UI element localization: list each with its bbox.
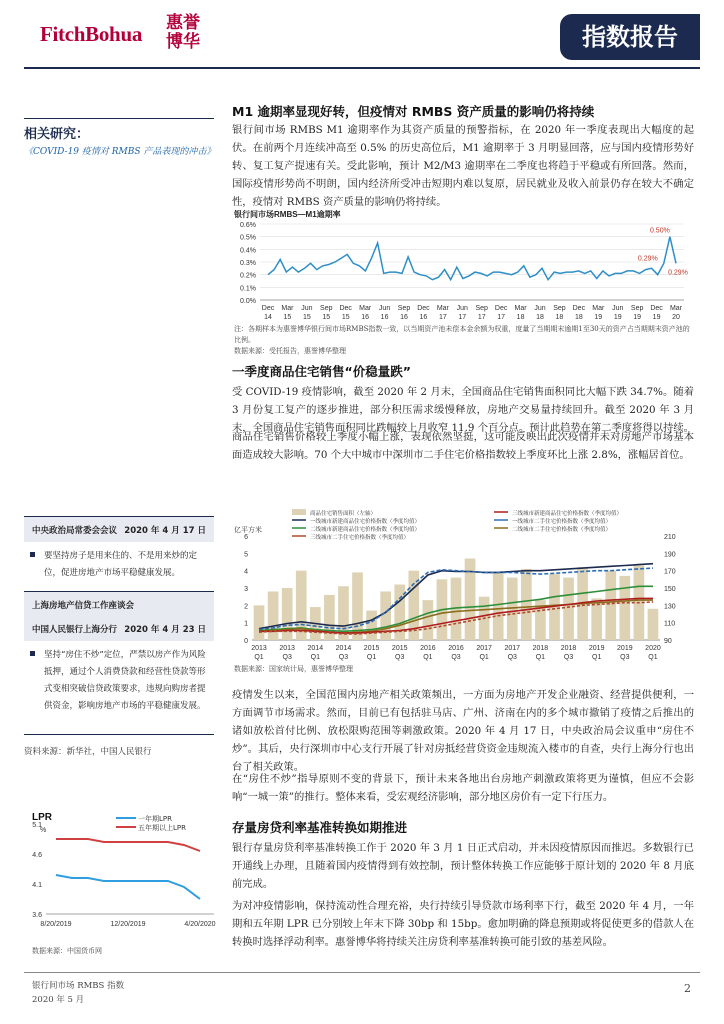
meeting-body <box>24 641 214 721</box>
y-left-axis-label: 亿平方米 <box>234 527 262 534</box>
y-tick-label: 0.6% <box>240 222 256 229</box>
section1-paragraph: 银行间市场 RMBS M1 逾期率作为其资产质量的预警指标，在 2020 年一季度表现出大幅度的起伏。在前两个月连续冲高至 0.5% 的历史高位后，M1 逾期率于 3 月明显回落，应与国内疫情形势好转、复工复产提速有关。受此影响，预计 M2/M3 逾期率在二季度也将趋于平稳或有所回落。然而，国际疫情形势尚不明朗，国内经济所受冲击短期内难以复原，居民就业及收入前景仍存在较大不确定性，疫情对 RMBS 资产质量的影响仍将持续。 <box>232 124 694 208</box>
x-tick-label: 2018 <box>532 645 549 652</box>
m1-series-line <box>268 237 676 280</box>
meeting-body <box>24 542 214 588</box>
y-tick-label: 4.1 <box>32 882 42 889</box>
x-tick-label: 17 <box>497 314 506 321</box>
y-right-tick-label: 90 <box>664 638 672 645</box>
brand-cn-line2: 博华 <box>166 32 200 52</box>
y-left-tick-label: 6 <box>244 534 248 541</box>
y-left-tick-label: 2 <box>244 603 248 611</box>
section2-paragraph-2: 商品住宅销售价格较上季度小幅上涨，表现依然坚挺，这可能反映出此次疫情并未对房地产市场基本面造成较大影响。70 个大中城市中深圳市二手住宅价格指数较上季度环比上涨 2.8%，涨幅居首位。 <box>232 431 694 461</box>
x-tick-label: Q1 <box>310 654 320 661</box>
x-tick-label: 2014 <box>335 645 352 652</box>
data-label: 0.50% <box>649 227 670 235</box>
x-tick-label: Q3 <box>451 654 461 661</box>
y-left-tick-label: 5 <box>244 551 248 559</box>
x-tick-label: 19 <box>594 314 603 321</box>
section3-paragraph-1: 银行存量房贷利率基准转换工作于 2020 年 3 月 1 日正式启动，并未因疫情原因而推迟。多数银行已开通线上办理，且随着国内疫情得到有效控制，预计整体转换工作应能够于原计划的 2020 年 8 月底前完成。 <box>232 842 694 890</box>
housing-chart-source: 数据来源：国家统计局，惠誉博华整理 <box>234 665 353 673</box>
sidebar-divider <box>24 118 214 119</box>
x-tick-label: Jun <box>612 305 624 312</box>
section1-title: M1 逾期率显现好转，但疫情对 RMBS 资产质量的影响仍将持续 <box>232 104 595 119</box>
x-tick-label: 20 <box>672 314 680 321</box>
y-tick-label: 3.6 <box>32 912 42 919</box>
x-tick-label: 2013 <box>251 645 267 652</box>
x-tick-label: Sep <box>630 305 644 312</box>
x-tick-label: 2019 <box>617 645 633 652</box>
bar <box>268 591 279 640</box>
x-tick-label: 2015 <box>363 645 380 652</box>
bullet-icon <box>30 552 35 557</box>
lpr-chart-title: LPR <box>32 812 52 823</box>
x-tick-label: Sep <box>320 305 333 312</box>
x-tick-label: 19 <box>633 314 642 321</box>
x-tick-label: Q3 <box>563 654 574 661</box>
bar <box>521 569 532 640</box>
bar <box>493 572 504 640</box>
bar <box>423 600 434 640</box>
meeting-box-shanghai <box>24 591 214 721</box>
x-tick-label: Jun <box>456 305 468 312</box>
x-tick-label: Mar <box>592 305 605 312</box>
x-tick-label: 17 <box>438 314 447 321</box>
x-tick-label: Dec <box>494 305 508 312</box>
x-tick-label: Mar <box>514 305 527 312</box>
data-label: 0.29% <box>668 269 688 277</box>
y-left-tick-label: 3 <box>244 586 248 593</box>
bar <box>254 605 265 640</box>
bar <box>605 571 616 640</box>
bullet-icon <box>30 651 35 656</box>
legend-label: 五年期以上LPR <box>138 824 186 832</box>
footer-publication: 银行间市场 RMBS 指数 <box>32 981 125 991</box>
meeting-subheader <box>24 617 214 641</box>
x-tick-label: Dec <box>417 305 430 312</box>
legend-label: 三线城市新建商品住宅价格指数（季度均值） <box>512 511 623 517</box>
y-left-tick-label: 0 <box>244 638 248 645</box>
x-tick-label: 4/20/2020 <box>184 921 216 928</box>
sidebar-source: 资料来源：新华社，中国人民银行 <box>24 747 152 757</box>
x-tick-label: Mar <box>281 305 294 312</box>
legend-label: 一年期LPR <box>138 815 172 823</box>
bar <box>648 609 659 640</box>
y-right-tick-label: 170 <box>664 568 676 576</box>
y-tick-label: 0.5% <box>240 234 256 242</box>
legend-label: 二线城市二手住宅价格指数（季度均值） <box>512 527 612 533</box>
x-tick-label: 19 <box>613 314 622 321</box>
m1-chart-svg <box>232 218 694 322</box>
related-research-title: 相关研究： <box>24 127 90 142</box>
y-right-tick-label: 130 <box>664 603 676 611</box>
meeting-text: 要坚持房子是用来住的、不是用来炒的定位，促进房地产市场平稳健康发展。 <box>44 551 198 578</box>
y-right-tick-label: 190 <box>664 551 676 559</box>
m1-chart <box>232 218 694 322</box>
legend-label: 三线城市二手住宅价格指数（季度均值） <box>310 535 410 541</box>
x-tick-label: 16 <box>361 314 370 321</box>
brand-cn-line1: 惠誉 <box>166 13 200 33</box>
x-tick-label: 12/20/2019 <box>110 921 146 928</box>
x-tick-label: Mar <box>669 305 683 312</box>
x-tick-label: 17 <box>458 314 467 321</box>
m1-chart-source: 数据来源：受托报告，惠誉博华整理 <box>234 347 346 355</box>
lpr-series-line <box>56 875 200 899</box>
x-tick-label: Dec <box>339 305 352 312</box>
legend-swatch <box>292 509 306 515</box>
x-tick-label: 15 <box>302 314 311 321</box>
bar <box>619 576 630 640</box>
x-tick-label: 15 <box>283 314 292 321</box>
section2-paragraph-1: 受 COVID-19 疫情影响，截至 2020 年 2 月末，全国商品住宅销售面积同比大幅下跌 34.7%。随着 3 月份复工复产的逐步推进，部分积压需求缓慢释放，房地产交易量持续回升。截至 2020 年 3 月末，全国商品住宅销售面积同比跌幅较上月收窄 11.9 个百分点。预计此趋势在第二季度将得以持续。 <box>232 386 694 434</box>
x-tick-label: 18 <box>516 314 525 321</box>
y-left-tick-label: 4 <box>244 568 248 576</box>
x-tick-label: Q1 <box>648 654 658 661</box>
y-tick-label: 0.1% <box>240 285 256 293</box>
bar <box>366 611 377 640</box>
x-tick-label: Q1 <box>254 654 264 661</box>
data-label: 0.29% <box>637 255 658 263</box>
y-tick-label: 0.0% <box>240 298 256 305</box>
x-tick-label: Sep <box>397 305 411 312</box>
y-tick-label: 5.1 <box>32 822 42 829</box>
page-number: 2 <box>684 982 691 995</box>
x-tick-label: Q1 <box>592 654 602 661</box>
section2-paragraph-3: 疫情发生以来，全国范围内房地产相关政策频出，一方面为房地产开发企业融资、经营提供便利，一方面调节市场需求。然而，目前已有包括驻马店、广州、济南在内的多个城市撤销了疫情之后推出的诸如放松首付比例、放松限购范围等刺激政策。2020 年 4 月 17 日，中央政治局会议重申“房住不炒”。其后，央行深圳市中心支行开展了针对房抵经营贷资金违规流入楼市的自查，央行上海分行也出台了相关政策。 <box>232 689 694 773</box>
x-tick-label: Dec <box>650 305 663 312</box>
y-tick-label: 4.6 <box>32 852 42 859</box>
y-right-tick-label: 150 <box>664 586 676 593</box>
x-tick-label: 2013 <box>279 645 295 652</box>
meeting-text: 坚持“房住不炒”定位，严禁以房产作为风险抵押，通过个人消费贷款和经营性贷款等形式变相突破信贷政策要求，违规向购房者提供资金，影响房地产市场的平稳健康发展。 <box>44 650 206 711</box>
meeting-org: 上海房地产信贷工作座谈会 <box>32 600 135 611</box>
meeting-header <box>24 516 214 542</box>
x-tick-label: 18 <box>536 314 544 321</box>
x-tick-label: 14 <box>264 314 272 321</box>
lpr-series-line <box>56 839 200 851</box>
m1-chart-note: 注：各期样本为惠誉博华银行间市场RMBS指数一致，以当期资产池未偿本金余额为权重，度量了当期期末逾期1至30天的资产占当期期末资产池的比例。 <box>234 325 690 344</box>
footer-date: 2020 年 5 月 <box>32 995 85 1005</box>
lpr-y-unit: % <box>40 827 47 834</box>
x-tick-label: Q1 <box>423 654 433 661</box>
legend-label: 一线城市新建商品住宅价格指数（季度均值） <box>310 519 421 525</box>
section3-paragraph-2: 为对冲疫情影响，保持流动性合理充裕，央行持续引导贷款市场利率下行，截至 2020 年 4 月，一年期和五年期 LPR 已分别较上年末下降 30bp 和 15bp。愈加明确的降息预期或将促使更多的借款人在转换时选择浮动利率。惠誉博华将持续关注房贷利率基准转换可能引致的基差风险。 <box>232 900 694 948</box>
x-tick-label: Q3 <box>507 654 517 661</box>
x-tick-label: 2016 <box>448 645 464 652</box>
x-tick-label: 8/20/2019 <box>40 921 72 928</box>
x-tick-label: 2018 <box>560 645 577 652</box>
x-tick-label: 2017 <box>504 645 521 652</box>
meeting-sub-org: 中国人民银行上海分行 <box>32 625 118 635</box>
meeting-org: 中央政治局常委会会议 <box>32 525 118 536</box>
x-tick-label: Sep <box>553 305 566 312</box>
meeting-header <box>24 591 214 617</box>
x-tick-label: Q3 <box>620 654 630 661</box>
m1-chart-title: 银行间市场RMBS—M1逾期率 <box>234 210 341 219</box>
x-tick-label: Dec <box>261 305 275 312</box>
y-right-tick-label: 210 <box>664 534 676 541</box>
x-tick-label: Q3 <box>338 654 349 661</box>
x-tick-label: 19 <box>652 314 661 321</box>
report-type-banner <box>560 14 700 60</box>
brand-name-en: FitchBohua <box>40 22 143 46</box>
meeting-date: 2020 年 4 月 23 日 <box>124 625 206 635</box>
x-tick-label: Q1 <box>535 654 546 661</box>
x-tick-label: 15 <box>322 314 331 321</box>
footer-divider <box>24 972 700 973</box>
related-research-link[interactable]: 《COVID-19 疫情对 RMBS 产品表现的冲击》 <box>24 147 216 157</box>
x-tick-label: 18 <box>555 314 564 321</box>
bar <box>282 588 293 640</box>
x-tick-label: Mar <box>359 305 372 312</box>
x-tick-label: Dec <box>572 305 586 312</box>
report-type-label: 指数报告 <box>582 23 678 51</box>
section3-title: 存量房贷利率基准转换如期推进 <box>232 820 408 835</box>
x-tick-label: 16 <box>419 314 428 321</box>
legend-label: 商品住宅销售面积（左轴） <box>310 511 377 517</box>
legend-label: 一线城市二手住宅价格指数（季度均值） <box>512 519 612 525</box>
x-tick-label: 16 <box>400 314 408 321</box>
lpr-chart <box>24 808 224 948</box>
x-tick-label: 2015 <box>391 645 408 652</box>
y-tick-label: 0.3% <box>240 260 256 267</box>
housing-chart <box>232 506 694 664</box>
x-tick-label: Q1 <box>366 654 377 661</box>
housing-chart-svg <box>232 506 694 664</box>
brand-name-cn <box>166 14 200 52</box>
x-tick-label: 2017 <box>476 645 492 652</box>
bar <box>563 578 574 640</box>
x-tick-label: Q3 <box>395 654 405 661</box>
x-tick-label: 2016 <box>420 645 436 652</box>
section2-paragraph-4: 在“房住不炒”指导原则不变的背景下，预计未来各地出台房地产刺激政策将更为谨慎，但应不会影响“一城一策”的推行。整体来看，受宏观经济影响，部分地区房价有一定下行压力。 <box>232 773 694 803</box>
x-tick-label: 18 <box>574 314 583 321</box>
x-tick-label: Q3 <box>282 654 292 661</box>
sidebar-divider-bottom <box>24 734 214 735</box>
section2-title: 一季度商品住宅销售“价稳量跌” <box>232 364 411 379</box>
x-tick-label: 2019 <box>588 645 605 652</box>
x-tick-label: 17 <box>477 314 486 321</box>
x-tick-label: 2014 <box>307 645 324 652</box>
brand-logo <box>40 14 240 56</box>
meeting-box-politburo <box>24 516 214 588</box>
lpr-chart-svg <box>24 808 224 948</box>
meeting-date: 2020 年 4 月 17 日 <box>124 525 206 536</box>
y-left-tick-label: 1 <box>244 620 248 628</box>
x-tick-label: 16 <box>380 314 389 321</box>
x-tick-label: Mar <box>436 305 449 312</box>
y-tick-label: 0.4% <box>240 247 256 255</box>
lpr-source: 数据来源：中国货币网 <box>32 947 102 955</box>
legend-label: 二线城市新建商品住宅价格指数（季度均值） <box>310 527 421 533</box>
x-tick-label: Jun <box>534 305 546 312</box>
x-tick-label: 2020 <box>645 645 661 652</box>
x-tick-label: Jun <box>378 305 391 312</box>
x-tick-label: Jun <box>301 305 313 312</box>
x-tick-label: Q1 <box>479 654 489 661</box>
x-tick-label: 15 <box>341 314 350 321</box>
y-right-tick-label: 110 <box>664 620 676 628</box>
header-divider <box>24 67 700 69</box>
y-tick-label: 0.2% <box>240 272 256 280</box>
x-tick-label: Sep <box>475 305 488 312</box>
